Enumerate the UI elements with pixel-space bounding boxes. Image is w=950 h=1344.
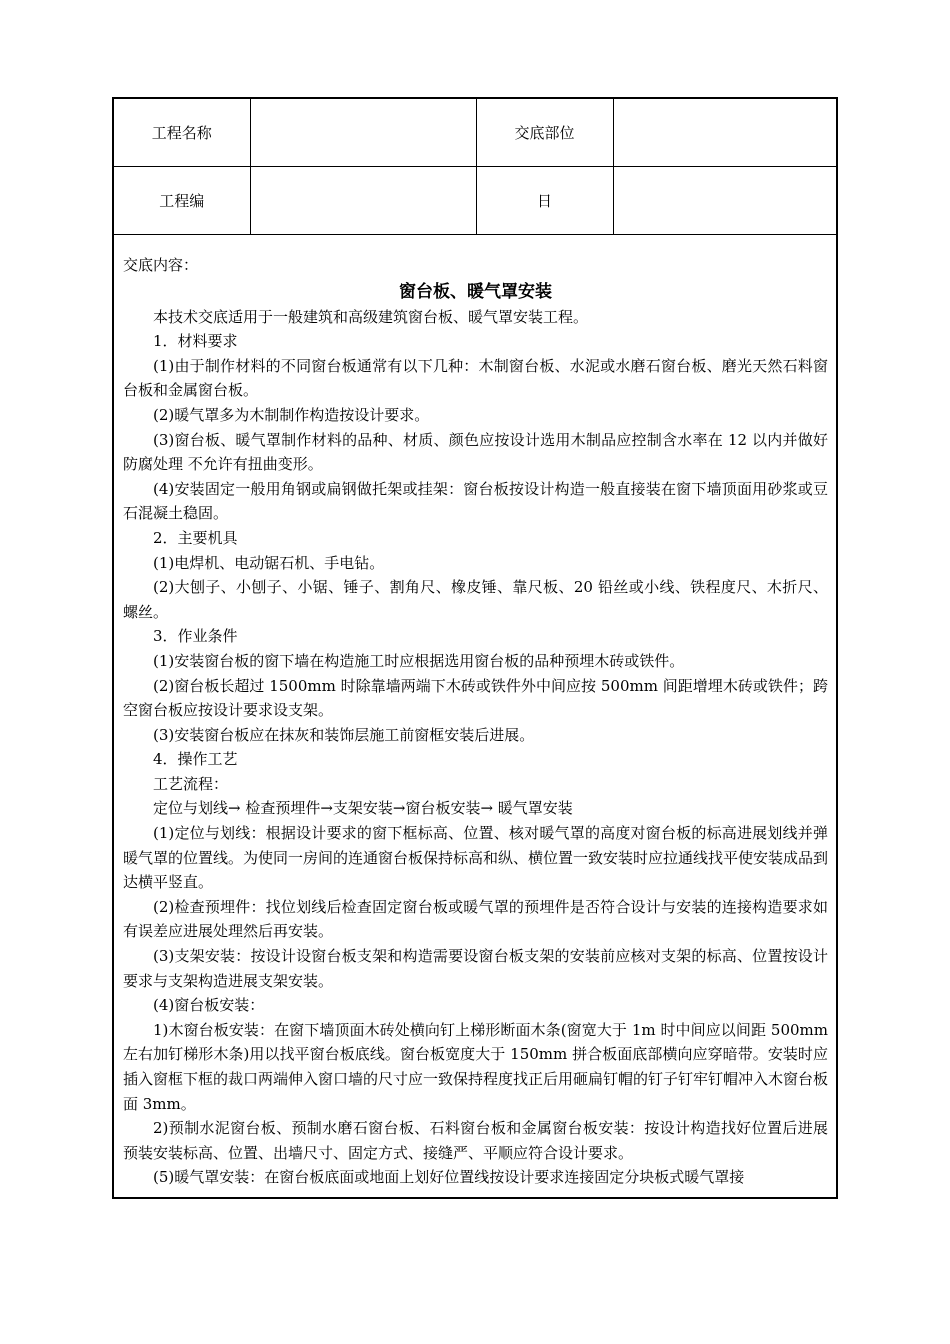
handover-part-label: 交底部位 (476, 99, 613, 167)
project-name-label: 工程名称 (114, 99, 250, 167)
paragraph: 1)木窗台板安装：在窗下墙顶面木砖处横向钉上梯形断面木条(窗宽大于 1m 时中间应以间距 500mm 左右加钉梯形木条)用以找平窗台板底线。窗台板宽度大于 150mm 拼合板面底部横向应穿暗带。安装时应插入窗框下框的裁口两端伸入窗口墙的尺寸应一致保持程度找正后用砸扁钉帽的钉子钉牢钉帽冲入木窗台板面 3mm。 (123, 1020, 829, 1113)
paragraph: (3)支架安装：按设计设窗台板支架和构造需要设窗台板支架的安装前应核对支架的标高、位置按设计要求与支架构造进展支架安装。 (123, 947, 828, 990)
paragraph: (1)电焊机、电动锯石机、手电钻。 (153, 553, 385, 572)
section-heading: 3．作业条件 (153, 627, 238, 646)
header-row-2 (114, 167, 836, 235)
header-table (114, 99, 836, 235)
paragraph: (3)窗台板、暖气罩制作材料的品种、材质、颜色应按设计选用木制品应控制含水率在 12 以内并做好防腐处理 不允许有扭曲变形。 (123, 430, 828, 474)
paragraph: (5)暖气罩安装：在窗台板底面或地面上划好位置线按设计要求连接固定分块板式暖气罩接 (153, 1168, 745, 1187)
date-value[interactable] (613, 167, 836, 235)
paragraph: (3)安装窗台板应在抹灰和装饰层施工前窗框安装后进展。 (153, 725, 535, 744)
paragraph: (1)由于制作材料的不同窗台板通常有以下几种：木制窗台板、水泥或水磨石窗台板、磨光天然石料窗台板和金属窗台板。 (123, 356, 828, 400)
document-title: 窗台板、暖气罩安装 (399, 281, 552, 302)
paragraph: (1)定位与划线：根据设计要求的窗下框标高、位置、核对暖气罩的高度对窗台板的标高进展划线并弹暖气罩的位置线。为使同一房间的连通窗台板保持标高和纵、横位置一致安装时应拉通线找平使安装成品到达横平竖直。 (123, 824, 829, 892)
project-no-value[interactable] (250, 167, 476, 235)
paragraph: 2)预制水泥窗台板、预制水磨石窗台板、石料窗台板和金属窗台板安装：按设计构造找好位置后进展预装安装标高、位置、出墙尺寸、固定方式、接缝严、平顺应符合设计要求。 (123, 1119, 828, 1162)
paragraph: (2)大刨子、小刨子、小锯、锤子、割角尺、橡皮锤、靠尺板、20 铅丝或小线、铁程度尺、木折尺、螺丝。 (123, 578, 828, 621)
handover-part-value[interactable] (613, 99, 836, 167)
paragraph: 工艺流程： (153, 774, 229, 793)
handover-form (112, 97, 838, 1199)
paragraph: (1)安装窗台板的窗下墙在构造施工时应根据选用窗台板的品种预埋木砖或铁件。 (153, 651, 685, 670)
project-name-value[interactable] (250, 99, 476, 167)
paragraph: (2)窗台板长超过 1500mm 时除靠墙两端下木砖或铁件外中间应按 500mm 间距增埋木砖或铁件；跨空窗台板应按设计要求设支架。 (123, 676, 828, 720)
paragraph: (2)暖气罩多为木制制作构造按设计要求。 (153, 405, 430, 424)
section-heading: 2．主要机具 (153, 528, 238, 547)
paragraph: 本技术交底适用于一般建筑和高级建筑窗台板、暖气罩安装工程。 (153, 307, 589, 326)
paragraph: (4)安装固定一般用角钢或扁钢做托架或挂架：窗台板按设计构造一般直接装在窗下墙顶面用砂浆或豆石混凝土稳固。 (123, 479, 828, 523)
process-flow: 定位与划线→ 检查预埋件→支架安装→窗台板安装→ 暖气罩安装 (153, 799, 573, 818)
date-label: 日 (476, 167, 613, 235)
project-no-label: 工程编 (114, 167, 250, 235)
handover-content (114, 235, 836, 1190)
paragraph: (2)检查预埋件：找位划线后检查固定窗台板或暖气罩的预埋件是否符合设计与安装的连接构造要求如有误差应进展处理然后再安装。 (123, 897, 828, 941)
paragraph: (4)窗台板安装： (153, 996, 265, 1015)
header-row-1 (114, 99, 836, 167)
section-heading: 4．操作工艺 (153, 750, 238, 769)
intro-label: 交底内容： (123, 256, 199, 274)
section-heading: 1．材料要求 (153, 332, 238, 351)
